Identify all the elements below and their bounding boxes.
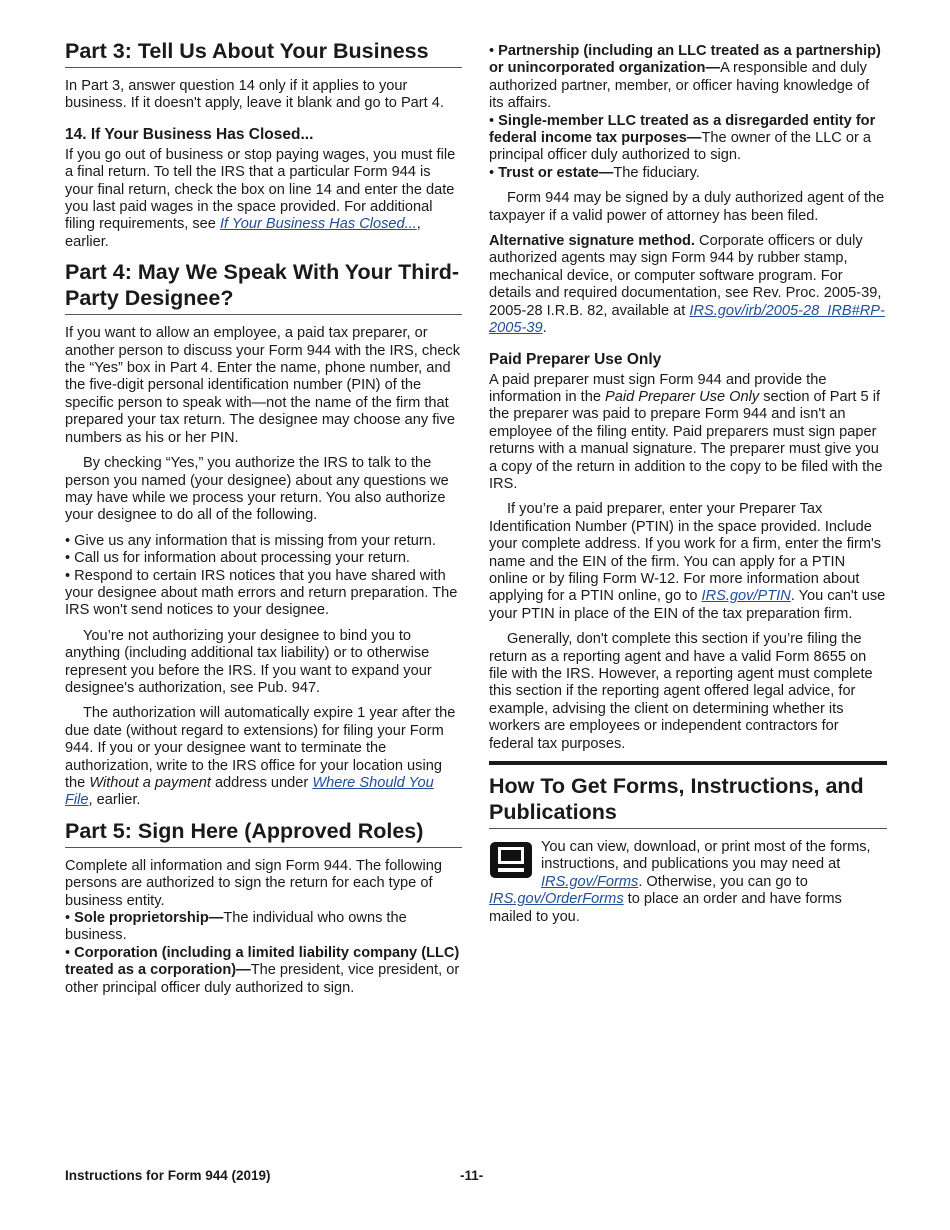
page-footer [65, 1168, 887, 1183]
business-closed-link[interactable]: If Your Business Has Closed... [219, 216, 417, 233]
list-item: • Call us for information about processing your return. [65, 550, 410, 567]
list-item: • Single-member LLC treated as a disregarded entity for federal income tax purposes—The owner of the LLC or a principal officer duly authorized to sign. [489, 112, 876, 164]
forms-link[interactable]: IRS.gov/Forms [541, 873, 639, 890]
list-item: • Partnership (including an LLC treated as a partnership) or unincorporated organization—A responsible and duly authorized partner, member, or officer having knowledge of its affairs. [489, 43, 881, 112]
rev-proc-link[interactable]: IRS.gov/irb/2005-28_IRB#RP-2005-39 [489, 302, 885, 337]
list-item: • Trust or estate—The fiduciary. [489, 164, 700, 181]
q14-heading: 14. If Your Business Has Closed... [65, 125, 314, 143]
list-item: • Sole proprietorship—The individual who owns the business. [65, 910, 407, 944]
list-item: • Give us any information that is missing from your return. [65, 532, 436, 549]
list-item: • Respond to certain IRS notices that you have shared with your designee about math errors and return preparation. The IRS won't send notices to your designee. [65, 567, 458, 619]
part4-p1: If you want to allow an employee, a paid tax preparer, or another person to discuss your Form 944 with the IRS, check the “Yes” box in Part 4. Enter the name, phone number, and the five-digit personal identification number (PIN) of the specific person to speak with—not the name of the firm that prepared your tax return. The designee may choose any five numbers as his or her PIN. [65, 325, 461, 446]
paid-p2: If you’re a paid preparer, enter your Preparer Tax Identification Number (PTIN) in the space provided. Include your complete address. If you work for a firm, enter the firm's name and the EIN of the firm. You can apply for a PTIN online or by filing Form W-12. For more information about applying for a PTIN online, go to IRS.gov/PTIN. You can't use your PTIN in place of the EIN of the tax preparation firm. [489, 501, 886, 622]
part3-heading: Part 3: Tell Us About Your Business [65, 38, 462, 68]
left-column [65, 38, 462, 997]
forms-heading: How To Get Forms, Instructions, and Publications [489, 761, 887, 829]
part4-heading: Part 4: May We Speak With Your Third-Party Designee? [65, 259, 462, 315]
alt-signature: Alternative signature method. Corporate officers or duly authorized agents may sign Form 944 by rubber stamp, mechanical device, or computer software program. For details and required documentation, see Rev. Proc. 2005-39, 2005-28 I.R.B. 82, available at IRS.gov/irb/2005-28_IRB#RP-2005-39. [489, 233, 885, 337]
part4-p4: The authorization will automatically expire 1 year after the due date (without regard to extensions) for filing your Form 944. If you or your designee want to terminate the authorization, write to the IRS office for your location using the Without a payment address under Where Should You File, earlier. [65, 705, 456, 809]
paid-preparer-heading: Paid Preparer Use Only [489, 350, 662, 368]
part3-intro: In Part 3, answer question 14 only if it applies to your business. If it doesn't apply, leave it blank and go to Part 4. [65, 78, 444, 112]
paid-p3: Generally, don't complete this section if you’re filing the return as a reporting agent and have a valid Form 8655 on file with the IRS. However, a reporting agent must complete this section if the reporting agent offered legal advice, for example, advising the client on determining whether its workers are employees or independent contractors for federal tax purposes. [489, 631, 873, 752]
forms-text: You can view, download, or print most of the forms, instructions, and publications you may need at IRS.gov/Forms. Otherwise, you can go to IRS.gov/OrderForms to place an order and have forms mailed to you. [489, 839, 871, 925]
agent-text: Form 944 may be signed by a duly authorized agent of the taxpayer if a valid power of attorney has been filed. [489, 190, 885, 224]
paid-p1: A paid preparer must sign Form 944 and provide the information in the Paid Preparer Use Only section of Part 5 if the preparer was paid to prepare Form 944 and isn't an employee of the filing entity. Paid preparers must sign paper returns with a manual signature. The preparer must give you a copy of the return in addition to the copy to be filed with the IRS. [489, 371, 883, 492]
order-forms-link[interactable]: IRS.gov/OrderForms [489, 891, 624, 908]
list-item: • Corporation (including a limited liability company (LLC) treated as a corporation)—The president, vice president, or other principal officer duly authorized to sign. [65, 944, 460, 996]
right-column [489, 43, 887, 934]
footer-title: Instructions for Form 944 (2019) [65, 1168, 271, 1183]
part4-p2: By checking “Yes,” you authorize the IRS to talk to the person you named (your designee) about any questions we may have while we process your return. You also authorize your designee to do all of the following. [65, 455, 449, 524]
page-number: -11- [460, 1168, 484, 1183]
where-file-link[interactable]: Where Should You File [65, 775, 434, 809]
computer-icon [489, 841, 533, 879]
part5-intro: Complete all information and sign Form 944. The following persons are authorized to sign the return for each type of business entity. [65, 857, 442, 909]
part4-p3: You’re not authorizing your designee to bind you to anything (including additional tax liability) or to otherwise represent you before the IRS. If you want to expand your designee's authorization, see Pub. 947. [65, 627, 432, 696]
ptin-link[interactable]: IRS.gov/PTIN [701, 588, 791, 605]
part5-heading: Part 5: Sign Here (Approved Roles) [65, 818, 462, 848]
q14-text: If you go out of business or stop paying wages, you must file a final return. To tell the IRS that a particular Form 944 is your final return, check the box on line 14 and enter the date you last paid wages in the space provided. For additional filing requirements, see If Your Business Has Closed..., earlier. [65, 146, 456, 250]
